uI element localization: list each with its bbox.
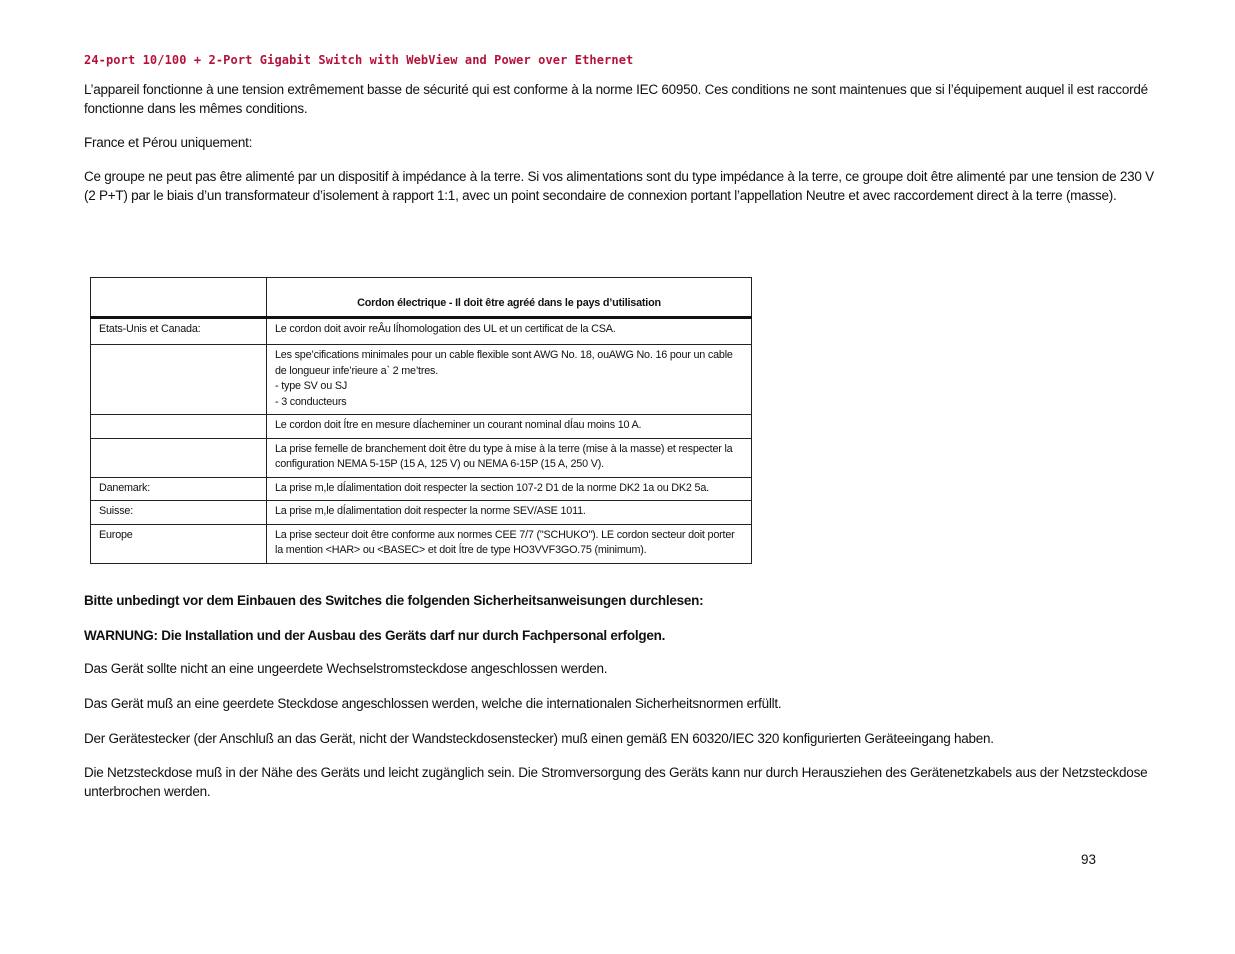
german-paragraph-4: Die Netzsteckdose muß in der Nähe des Geräts und leicht zugänglich sein. Die Stromversorgung des Geräts kann nur durch Herausziehen des Gerätenetzkabels aus der Netzsteckdose unterbrochen werden. — [84, 765, 1148, 799]
table-row — [91, 415, 752, 439]
table-cell-requirement: La prise femelle de branchement doit être du type à mise à la terre (mise à la masse) et respecter la configuration NEMA 5-15P (15 A, 125 V) ou NEMA 6-15P (15 A, 250 V). — [267, 438, 752, 477]
german-paragraph-1: Das Gerät sollte nicht an eine ungeerdete Wechselstromsteckdose angeschlossen werden. — [84, 661, 608, 676]
table-cell-country — [91, 415, 267, 439]
table-cell-requirement: Les spe’cifications minimales pour un cable flexible sont AWG No. 18, ouAWG No. 16 pour un cable de longueur infe’rieure a` 2 me’tres. - type SV ou SJ - 3 conducteurs — [267, 345, 752, 415]
table-cell-requirement: La prise m,le dÍalimentation doit respecter la section 107-2 D1 de la norme DK2 1a ou DK2 5a. — [267, 477, 752, 501]
table-cell-requirement: Le cordon doit Ítre en mesure dÍacheminer un courant nominal dÍau moins 10 A. — [267, 415, 752, 439]
table-row — [91, 438, 752, 477]
french-paragraph-2: France et Pérou uniquement: — [84, 135, 253, 150]
section-heading: 24-port 10/100 + 2-Port Gigabit Switch with WebView and Power over Ethernet — [84, 53, 634, 67]
table-cell-requirement: Le cordon doit avoir reÂu lÍhomologation des UL et un certificat de la CSA. — [267, 318, 752, 345]
table-header-country — [91, 278, 267, 318]
german-paragraph-3: Der Gerätestecker (der Anschluß an das Gerät, nicht der Wandsteckdosenstecker) muß einen gemäß EN 60320/IEC 320 konfigurierten Geräteeingang haben. — [84, 731, 994, 746]
german-intro: Bitte unbedingt vor dem Einbauen des Switches die folgenden Sicherheitsanweisungen durchlesen: — [84, 593, 704, 608]
power-cord-table — [90, 277, 752, 564]
table-row — [91, 318, 752, 345]
table-cell-country: Danemark: — [91, 477, 267, 501]
table-header-requirement: Cordon électrique - Il doit être agréé dans le pays d’utilisation — [267, 278, 752, 318]
page-number: 93 — [1081, 852, 1097, 867]
table-cell-country: Europe — [91, 524, 267, 563]
table-row — [91, 477, 752, 501]
german-paragraph-2: Das Gerät muß an eine geerdete Steckdose angeschlossen werden, welche die internationalen Sicherheitsnormen erfüllt. — [84, 696, 782, 711]
french-paragraph-3: Ce groupe ne peut pas être alimenté par un dispositif à impédance à la terre. Si vos alimentations sont du type impédance à la terre, ce groupe doit être alimenté par une tension de 230 V (2 P+T) par le biais d’un transformateur d’isolement à rapport 1:1, avec un point secondaire de connexion portant l’appellation Neutre et avec raccordement direct à la terre (masse). — [84, 169, 1154, 203]
table-row — [91, 501, 752, 525]
table-cell-requirement: La prise m,le dÍalimentation doit respecter la norme SEV/ASE 1011. — [267, 501, 752, 525]
table-header-row — [91, 278, 752, 318]
german-warning: WARNUNG: Die Installation und der Ausbau des Geräts darf nur durch Fachpersonal erfolgen. — [84, 628, 666, 643]
table-cell-country — [91, 345, 267, 415]
table-cell-country — [91, 438, 267, 477]
table-cell-requirement: La prise secteur doit être conforme aux normes CEE 7/7 ("SCHUKO"). LE cordon secteur doit porter la mention <HAR> ou <BASEC> et doit Ítre de type HO3VVF3GO.75 (minimum). — [267, 524, 752, 563]
table-row — [91, 345, 752, 415]
table-cell-country: Suisse: — [91, 501, 267, 525]
french-paragraph-1: L’appareil fonctionne à une tension extrêmement basse de sécurité qui est conforme à la norme IEC 60950. Ces conditions ne sont maintenues que si l’équipement auquel il est raccordé fonctionne dans les mêmes conditions. — [84, 82, 1148, 116]
table-row — [91, 524, 752, 563]
table-cell-country: Etats-Unis et Canada: — [91, 318, 267, 345]
